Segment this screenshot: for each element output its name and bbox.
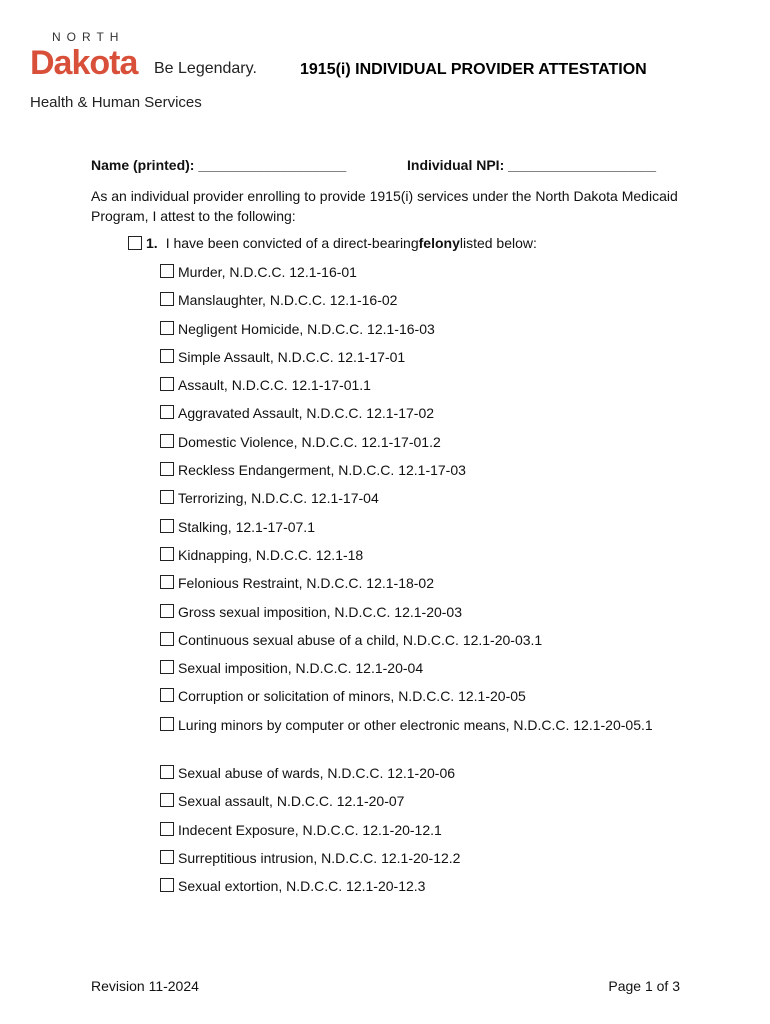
offense-item (160, 791, 690, 819)
offense-label: Indecent Exposure, N.D.C.C. 12.1-20-12.1 (178, 821, 442, 838)
offense-label: Aggravated Assault, N.D.C.C. 12.1-17-02 (178, 405, 435, 422)
offense-item (160, 658, 690, 686)
offense-label: Murder, N.D.C.C. 12.1-16-01 (178, 264, 357, 280)
offense-item (160, 573, 690, 601)
offense-checkbox[interactable] (160, 264, 174, 278)
offense-label: Reckless Endangerment, N.D.C.C. 12.1-17-03 (178, 462, 466, 479)
offense-checkbox[interactable] (160, 717, 174, 731)
offense-label: Domestic Violence, N.D.C.C. 12.1-17-01.2 (178, 433, 441, 450)
offense-checkbox[interactable] (160, 434, 174, 448)
offense-checkbox[interactable] (160, 292, 174, 306)
item-1-checkbox[interactable] (128, 236, 142, 250)
offense-item (160, 715, 690, 763)
offense-checkbox[interactable] (160, 575, 174, 589)
offense-checkbox[interactable] (160, 632, 174, 646)
offense-item (160, 290, 690, 318)
offense-checkbox[interactable] (160, 660, 174, 674)
offense-item (160, 432, 690, 460)
offense-label: Gross sexual imposition, N.D.C.C. 12.1-20-03 (178, 603, 462, 620)
offense-item (160, 517, 690, 545)
offense-checkbox[interactable] (160, 604, 174, 618)
item-1-number: 1. (146, 235, 158, 251)
offense-label: Sexual extortion, N.D.C.C. 12.1-20-12.3 (178, 878, 426, 895)
offense-item (160, 686, 690, 714)
offense-item (160, 375, 690, 403)
offense-label: Continuous sexual abuse of a child, N.D.C.C. 12.1-20-03.1 (178, 631, 543, 648)
offense-label: Negligent Homicide, N.D.C.C. 12.1-16-03 (178, 320, 435, 337)
offense-item (160, 545, 690, 573)
offense-checkbox[interactable] (160, 793, 174, 807)
offense-checkbox[interactable] (160, 377, 174, 391)
item-1-text-bold: felony (418, 235, 460, 251)
nd-hhs-logo (30, 30, 270, 120)
revision-label: Revision 11-2024 (91, 978, 199, 994)
felony-offense-list (160, 262, 690, 905)
offense-label: Manslaughter, N.D.C.C. 12.1-16-02 (178, 292, 398, 309)
offense-item (160, 763, 690, 791)
offense-label: Simple Assault, N.D.C.C. 12.1-17-01 (178, 348, 406, 365)
offense-checkbox[interactable] (160, 688, 174, 702)
offense-label: Sexual abuse of wards, N.D.C.C. 12.1-20-06 (178, 765, 456, 782)
offense-label: Sexual assault, N.D.C.C. 12.1-20-07 (178, 793, 405, 810)
logo-tagline: Be Legendary. (154, 60, 257, 77)
offense-checkbox[interactable] (160, 490, 174, 504)
offense-checkbox[interactable] (160, 822, 174, 836)
attestation-item-1 (128, 235, 537, 251)
offense-label: Terrorizing, N.D.C.C. 12.1-17-04 (178, 490, 379, 507)
item-1-text-after: listed below: (459, 235, 537, 251)
offense-item (160, 630, 690, 658)
offense-item (160, 262, 690, 290)
offense-label: Stalking, 12.1-17-07.1 (178, 518, 315, 535)
offense-checkbox[interactable] (160, 405, 174, 419)
offense-checkbox[interactable] (160, 878, 174, 892)
offense-item (160, 602, 690, 630)
intro-paragraph: As an individual provider enrolling to provide 1915(i) services under the North Dakota Medicaid Program, I attest to the following: (91, 188, 678, 224)
offense-item (160, 876, 690, 904)
offense-item (160, 848, 690, 876)
document-title: 1915(i) INDIVIDUAL PROVIDER ATTESTATION (300, 61, 647, 78)
offense-checkbox[interactable] (160, 519, 174, 533)
name-printed-field[interactable]: Name (printed): ___________________ (91, 157, 347, 173)
offense-label: Luring minors by computer or other electronic means, N.D.C.C. 12.1-20-05.1 (178, 716, 653, 733)
offense-checkbox[interactable] (160, 321, 174, 335)
offense-checkbox[interactable] (160, 547, 174, 561)
offense-item (160, 820, 690, 848)
offense-label: Surreptitious intrusion, N.D.C.C. 12.1-20-12.2 (178, 849, 461, 866)
item-1-text-before: I have been convicted of a direct-bearing (165, 235, 419, 251)
offense-label: Assault, N.D.C.C. 12.1-17-01.1 (178, 377, 371, 394)
offense-item (160, 403, 690, 431)
offense-item (160, 347, 690, 375)
offense-item (160, 319, 690, 347)
offense-checkbox[interactable] (160, 765, 174, 779)
logo-department: Health & Human Services (30, 94, 202, 111)
logo-north-text: NORTH (52, 30, 125, 44)
offense-item (160, 488, 690, 516)
offense-checkbox[interactable] (160, 462, 174, 476)
offense-item (160, 460, 690, 488)
page-number: Page 1 of 3 (608, 978, 680, 994)
offense-label: Kidnapping, N.D.C.C. 12.1-18 (178, 546, 364, 563)
offense-checkbox[interactable] (160, 850, 174, 864)
offense-checkbox[interactable] (160, 349, 174, 363)
offense-label: Corruption or solicitation of minors, N.D.C.C. 12.1-20-05 (178, 688, 526, 705)
offense-label: Felonious Restraint, N.D.C.C. 12.1-18-02 (178, 575, 434, 592)
offense-label: Sexual imposition, N.D.C.C. 12.1-20-04 (178, 660, 424, 677)
individual-npi-field[interactable]: Individual NPI: ___________________ (407, 157, 657, 173)
logo-dakota-text: Dakota (30, 44, 138, 82)
